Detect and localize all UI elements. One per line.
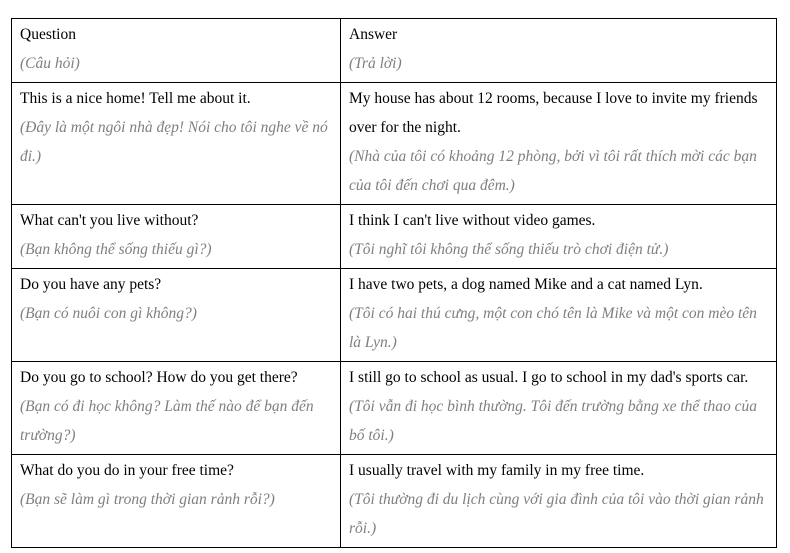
question-text: This is a nice home! Tell me about it. [20,90,251,107]
header-answer-translation: (Trả lời) [349,55,402,72]
answer-cell [341,205,777,269]
answer-translation: (Tôi có hai thú cưng, một con chó tên là Mike và một con mèo tên là Lyn.) [349,305,757,351]
table-row [12,83,777,205]
table-row [12,269,777,362]
question-translation: (Bạn sẽ làm gì trong thời gian rảnh rỗi?) [20,491,275,508]
question-text: Do you have any pets? [20,276,162,293]
question-translation: (Bạn có đi học không? Làm thế nào để bạn đến trường?) [20,398,314,444]
answer-translation: (Tôi nghĩ tôi không thể sống thiếu trò chơi điện tử.) [349,241,669,258]
answer-cell [341,362,777,455]
header-question-translation: (Câu hỏi) [20,55,80,72]
answer-translation: (Nhà của tôi có khoảng 12 phòng, bởi vì tôi rất thích mời các bạn của tôi đến chơi qua đêm.) [349,148,757,194]
answer-cell [341,269,777,362]
answer-translation: (Tôi vẫn đi học bình thường. Tôi đến trường bằng xe thể thao của bố tôi.) [349,398,757,444]
table-header-row [12,19,777,83]
answer-text: My house has about 12 rooms, because I love to invite my friends over for the night. [349,90,758,136]
question-cell [12,269,341,362]
answer-text: I have two pets, a dog named Mike and a cat named Lyn. [349,276,703,293]
question-translation: (Bạn có nuôi con gì không?) [20,305,197,322]
question-text: What do you do in your free time? [20,462,234,479]
answer-cell [341,455,777,548]
header-answer-label: Answer [349,26,398,43]
question-text: What can't you live without? [20,212,199,229]
table-row [12,455,777,548]
answer-text: I usually travel with my family in my free time. [349,462,645,479]
question-cell [12,362,341,455]
question-cell [12,205,341,269]
table-row [12,362,777,455]
answer-text: I still go to school as usual. I go to school in my dad's sports car. [349,369,749,386]
question-cell [12,83,341,205]
question-text: Do you go to school? How do you get there? [20,369,298,386]
table-row [12,205,777,269]
question-translation: (Bạn không thể sống thiếu gì?) [20,241,212,258]
question-cell [12,455,341,548]
answer-text: I think I can't live without video games. [349,212,596,229]
qa-table [11,18,777,548]
header-question-cell [12,19,341,83]
answer-cell [341,83,777,205]
answer-translation: (Tôi thường đi du lịch cùng với gia đình của tôi vào thời gian rảnh rỗi.) [349,491,764,537]
header-answer-cell [341,19,777,83]
question-translation: (Đây là một ngôi nhà đẹp! Nói cho tôi nghe về nó đi.) [20,119,328,165]
header-question-label: Question [20,26,76,43]
